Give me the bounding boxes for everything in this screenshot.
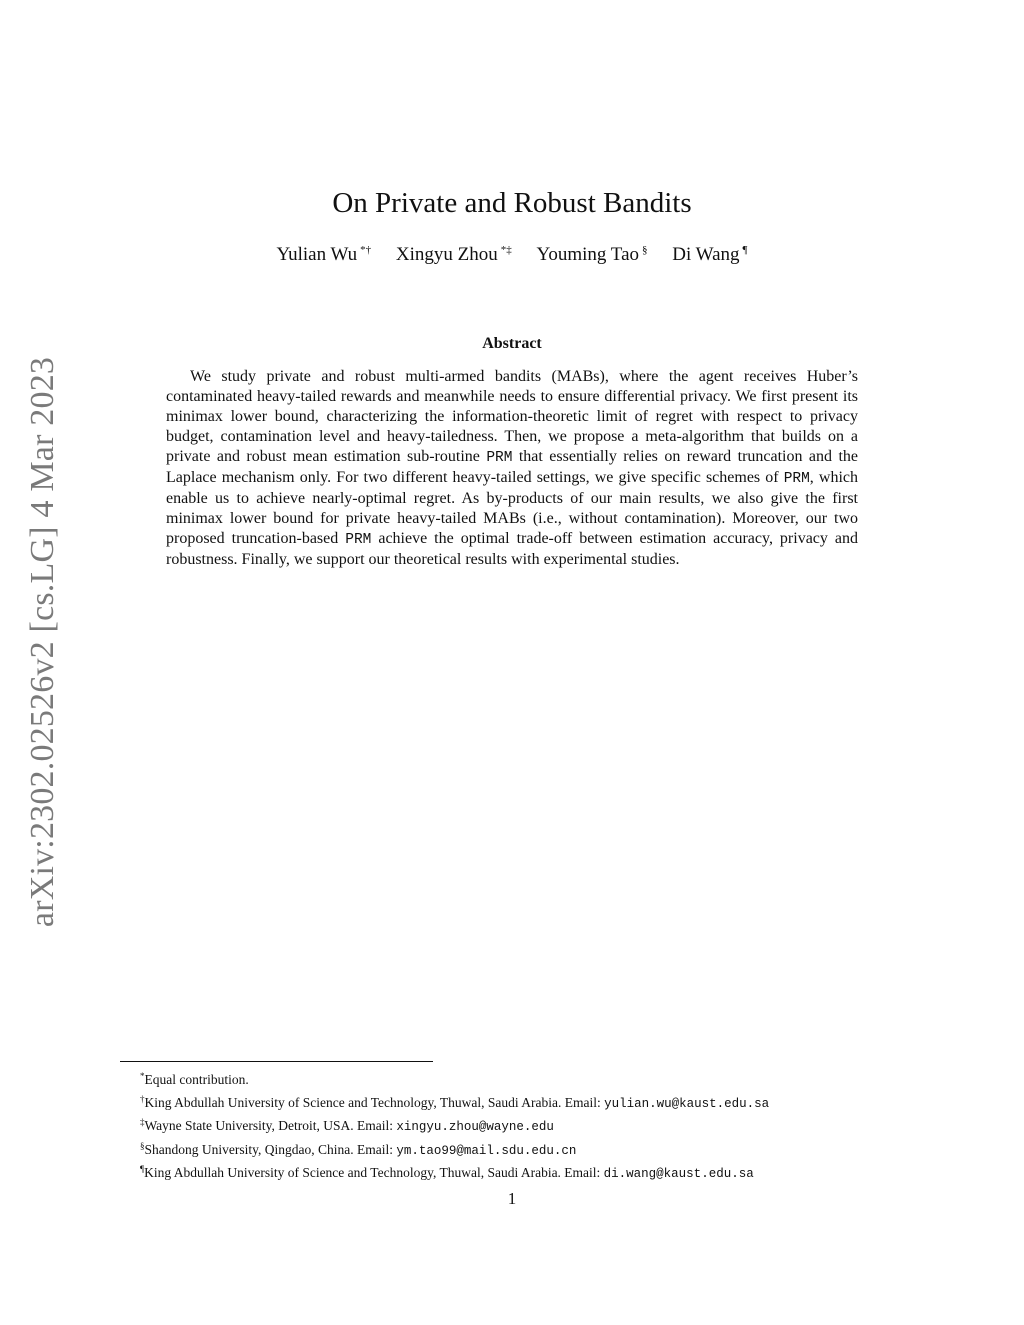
footnote-mark: § <box>140 1140 145 1151</box>
footnote-text: Equal contribution. <box>144 1072 249 1087</box>
author-name: Youming Tao <box>536 244 640 265</box>
author <box>672 244 747 267</box>
author-affiliation-marks: ¶ <box>742 244 748 256</box>
abstract-text: achieve the optimal trade-off between estimation accuracy, privacy and robustness. Finally, we support our theoretical results with experimental studies. <box>166 530 858 568</box>
footnote-email: ym.tao99@mail.sdu.edu.cn <box>396 1143 577 1158</box>
footnote-email: xingyu.zhou@wayne.edu <box>396 1120 554 1134</box>
footnote <box>140 1113 900 1137</box>
footnote-email: yulian.wu@kaust.edu.sa <box>604 1096 770 1111</box>
author <box>396 244 512 267</box>
footnote-text: King Abdullah University of Science and Technology, Thuwal, Saudi Arabia. Email: <box>144 1094 605 1110</box>
footnote <box>140 1137 900 1161</box>
footnote-mark: ¶ <box>140 1164 145 1174</box>
abstract-heading: Abstract <box>482 335 542 352</box>
footnote-text: Shandong University, Qingdao, China. Email: <box>144 1141 397 1157</box>
author <box>276 244 371 267</box>
author-name: Di Wang <box>672 244 740 265</box>
author-affiliation-marks: *‡ <box>500 244 512 256</box>
abstract-text: We study private and robust multi-armed bandits (MABs), where the agent receives Huber’s contaminated heavy-tailed rewards and meanwhile needs to ensure differential privacy. We first present its minimax lower bound, characterizing the information-theoretic limit of regret with respect to privacy budget, contamination level and heavy-tailedness. Then, we propose a meta-algorithm that builds on a private and robust mean estimation sub-routine <box>166 368 858 465</box>
arxiv-stamp <box>18 355 68 929</box>
footnote-mark: ‡ <box>140 1117 145 1127</box>
abstract-text: that essentially relies on reward truncation and the Laplace mechanism only. For two different heavy-tailed settings, we give specific schemes of <box>166 448 859 486</box>
arxiv-identifier: arXiv:2302.02526v2 [cs.LG] 4 Mar 2023 <box>24 356 62 928</box>
abstract-body <box>166 367 858 570</box>
abstract-code-term: PRM <box>486 450 513 466</box>
footnote <box>140 1067 900 1090</box>
footnote <box>140 1160 900 1184</box>
author-name: Yulian Wu <box>276 244 358 265</box>
author-list <box>0 244 1024 267</box>
footnote-email: di.wang@kaust.edu.sa <box>603 1167 754 1181</box>
abstract-code-term: PRM <box>783 471 810 487</box>
footnote <box>140 1090 900 1114</box>
footnote-text: King Abdullah University of Science and Technology, Thuwal, Saudi Arabia. Email: <box>144 1165 604 1180</box>
footnotes <box>140 1067 900 1184</box>
page-number: 1 <box>507 1189 517 1208</box>
abstract-text: , which enable us to achieve nearly-optimal regret. As by-products of our main results, we also give the first minimax lower bound for private heavy-tailed MABs (i.e., without contamination). Moreover, our two proposed truncation-based <box>166 469 858 547</box>
footnote-mark: † <box>140 1093 145 1104</box>
author-name: Xingyu Zhou <box>395 244 498 265</box>
footnote-mark: * <box>140 1071 145 1081</box>
footnote-divider <box>120 1061 433 1062</box>
author-affiliation-marks: § <box>642 244 648 256</box>
author <box>537 244 648 267</box>
footnote-text: Wayne State University, Detroit, USA. Email: <box>144 1118 397 1133</box>
abstract-code-term: PRM <box>345 532 372 548</box>
author-affiliation-marks: *† <box>360 244 372 256</box>
paper-title: On Private and Robust Bandits <box>332 187 692 219</box>
